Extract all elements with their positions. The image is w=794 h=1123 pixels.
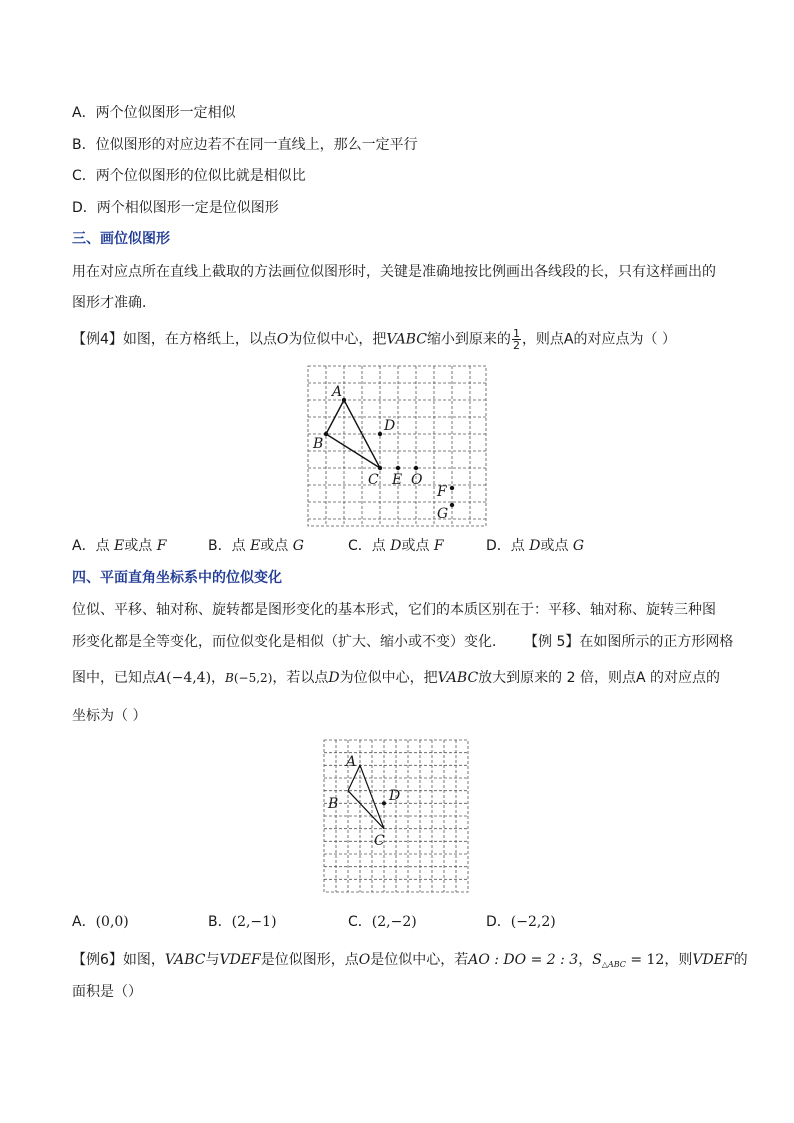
ex5-option-b: B．(2,−1) [208, 914, 277, 930]
ex5-option-d: D．(−2,2) [486, 914, 556, 930]
ex4-question [72, 328, 676, 351]
prev-option-a: A．两个位似图形一定相似 [72, 105, 236, 121]
ex5-triangle-abc [348, 765, 384, 828]
ex4-frac-num: 1 [512, 327, 520, 340]
ex6-ratio: AO : DO = 2 : 3 [468, 952, 579, 968]
ex4-grid-figure [300, 360, 500, 530]
ex4-dot-o [414, 466, 418, 470]
ex4-label-d: D [384, 418, 396, 434]
ex4-fraction [512, 328, 521, 351]
ex5-question-line2: 坐标为（ ） [72, 708, 147, 724]
ex4-mid1: 为位似中心，把 [288, 331, 387, 348]
ex5-dot-d [382, 801, 386, 805]
ex5-option-a: A．(0,0) [72, 914, 129, 930]
ex4-dot-b [324, 432, 328, 436]
ex4-dot-f [450, 486, 454, 490]
ex5-a-label: A [156, 670, 167, 686]
ex6-question-line1: 【例6】如图，VABC与VDEF是位似图形，点O是位似中心，若AO : DO = 2 : 3，$S_{\triangle ABC} = 12$，则VDEF的 [72, 952, 748, 969]
ex4-dot-e [396, 466, 400, 470]
ex4-dot-d [378, 432, 382, 436]
ex4-label-e: E [392, 472, 403, 488]
ex4-triangle: VABC [386, 331, 427, 348]
ex5-d-label: D [328, 670, 340, 686]
ex4-point-o: O [276, 331, 289, 348]
section4-para-line2 [72, 632, 733, 652]
ex4-label-c: C [368, 472, 379, 488]
ex4-label-f: F [437, 484, 447, 500]
ex4-prefix: 【例4】如图，在方格纸上，以点 [72, 331, 277, 348]
ex6-tri-def-2: VDEF [692, 952, 734, 968]
ex4-option-d: D．点 D或点 G [486, 538, 585, 554]
ex4-label-b: B [313, 436, 324, 452]
ex4-label-a: A [332, 384, 343, 400]
ex5-option-c: C．(2,−2) [348, 914, 417, 930]
section3-para-line1: 用在对应点所在直线上截取的方法画位似图形时，关键是准确地按比例画出各线段的长，只有这样画出的 [72, 264, 716, 280]
ex4-dot-g [450, 503, 454, 507]
ex5-label-b: B [328, 796, 339, 812]
prev-option-d: D．两个相似图形一定是位似图形 [72, 200, 279, 216]
prev-option-b: B．位似图形的对应边若不在同一直线上，那么一定平行 [72, 137, 418, 153]
ex6-tri-def: VDEF [219, 952, 261, 968]
ex5-label-d: D [389, 788, 401, 804]
ex4-frac-den: 2 [512, 339, 520, 352]
ex5-question-line1: 图中，已知点A(−4,4)，B(−5,2)，若以点D为位似中心，把VABC放大到原来的 2 倍，则点A 的对应点的 [72, 670, 720, 686]
ex6-question-line2: 面积是（） [72, 984, 142, 1000]
ex4-suffix: ，则点A的对应点为（ ） [521, 331, 676, 348]
ex4-mid2: 缩小到原来的 [426, 331, 511, 348]
section4-para-line1: 位似、平移、轴对称、旋转都是图形变化的基本形式，它们的本质区别在于：平移、轴对称、旋转三种图 [72, 602, 716, 618]
ex6-tri-abc: VABC [164, 952, 206, 968]
ex5-label-c: C [374, 833, 385, 849]
prev-option-c: C．两个位似图形的位似比就是相似比 [72, 168, 306, 184]
ex4-dot-c [378, 466, 382, 470]
ex5-b-coord: (−5,2) [233, 671, 273, 685]
ex6-area-symbol: $S_{\triangle ABC} = 12$ [592, 952, 665, 969]
section4-heading: 四、平面直角坐标系中的位似变化 [72, 570, 282, 586]
ex5-label-a: A [346, 754, 357, 770]
ex6-point-o: O [358, 952, 371, 968]
section3-para-line2: 图形才准确． [72, 295, 156, 311]
ex4-option-c: C．点 D或点 F [348, 538, 444, 554]
ex5-a-coord: (−4,4) [166, 670, 212, 686]
ex4-option-b: B．点 E或点 G [208, 538, 304, 554]
ex4-label-g: G [437, 506, 449, 522]
ex5-triangle: VABC [437, 670, 479, 686]
ex5-grid-figure [318, 734, 478, 898]
ex4-dot-a [342, 398, 346, 402]
ex5-b-label: B [225, 671, 234, 685]
ex4-label-o: O [411, 472, 423, 488]
section3-heading: 三、画位似图形 [72, 231, 170, 247]
ex4-option-a: A．点 E或点 F [72, 538, 167, 554]
ex5-intro: 【例 5】在如图所示的正方形网格 [524, 634, 734, 650]
section4-para-line2-text: 形变化都是全等变化，而位似变化是相似（扩大、缩小或不变）变化． [72, 634, 506, 650]
